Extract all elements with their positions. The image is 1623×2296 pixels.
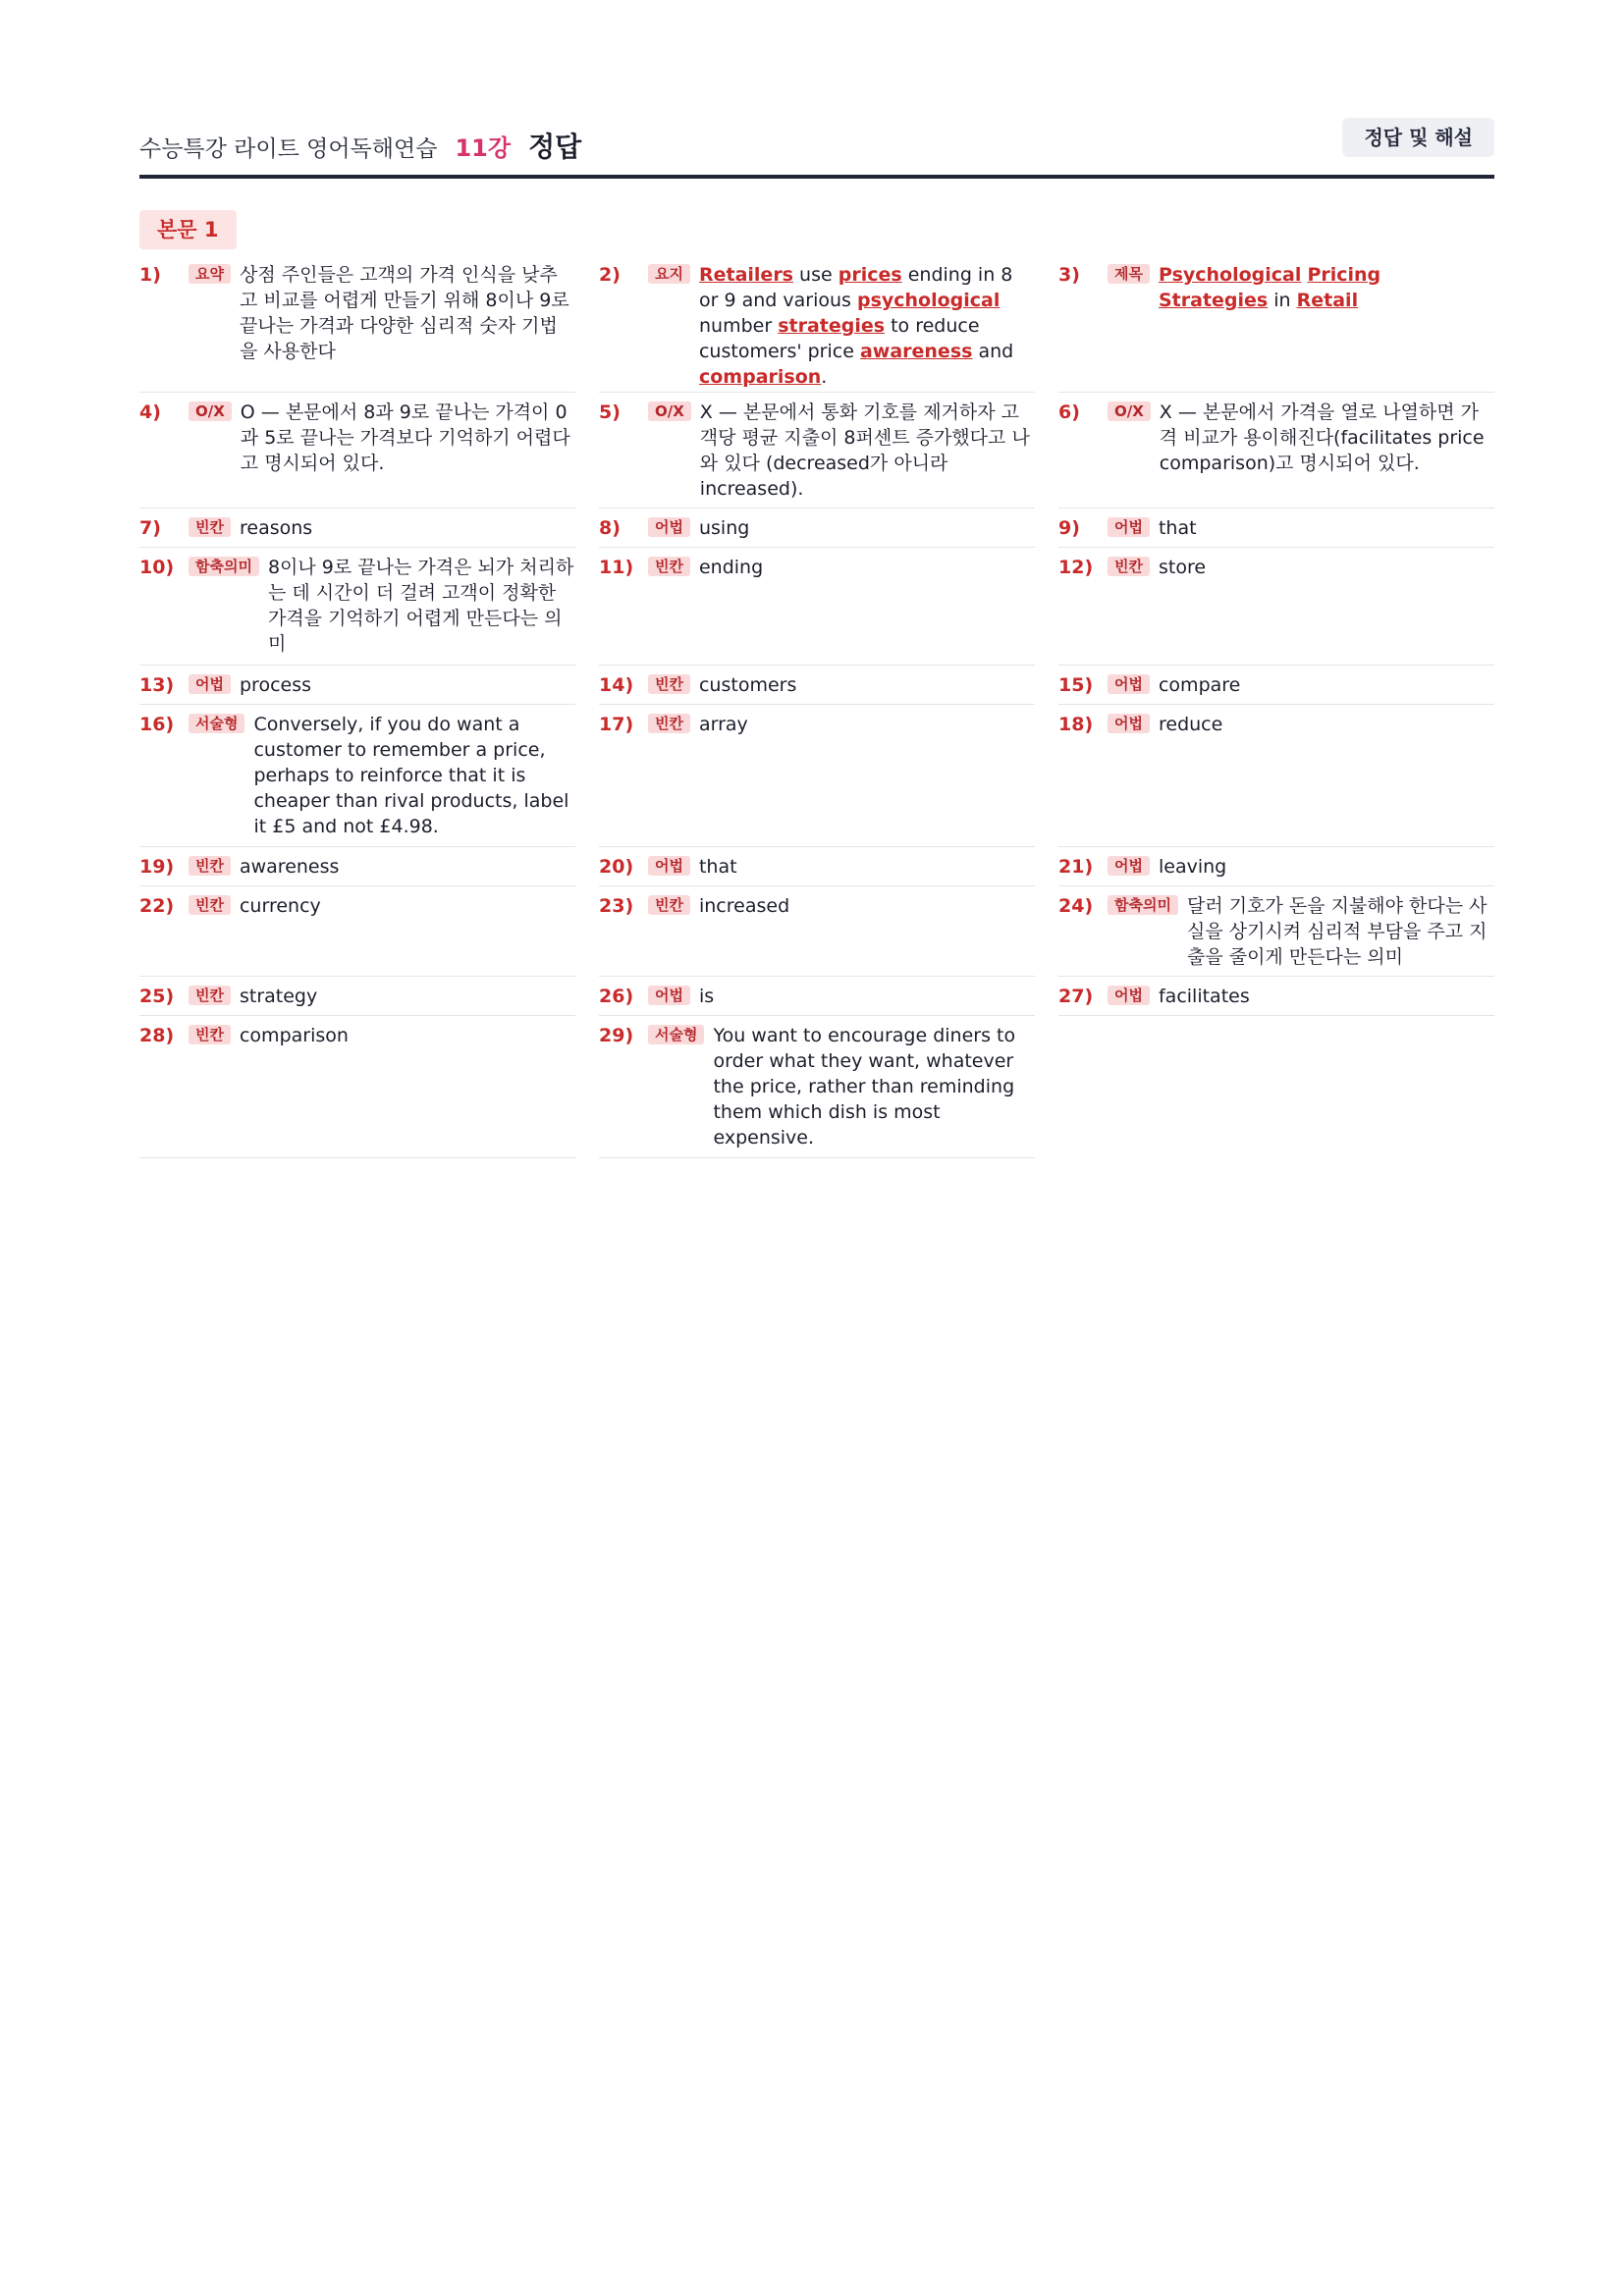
key-term: Psychological (1158, 264, 1302, 286)
answer-number: 27) (1058, 986, 1094, 1007)
question-type-tag: 어법 (1108, 674, 1150, 694)
question-type-tag: 함축의미 (189, 557, 259, 576)
answer-number: 13) (139, 674, 175, 696)
answer-text: 8이나 9로 끝나는 가격은 뇌가 처리하는 데 시간이 더 걸려 고객이 정확한 가격을 기억하기 어렵게 만든다는 의미 (267, 557, 574, 655)
question-type-tag: 빈칸 (189, 517, 231, 537)
answer-item (599, 508, 1035, 548)
answer-item (599, 977, 1035, 1016)
key-term: Strategies (1158, 290, 1269, 311)
answer-number: 7) (139, 517, 161, 539)
answer-item (139, 508, 575, 548)
answer-number: 1) (139, 264, 161, 286)
question-type-tag: 요약 (189, 264, 231, 284)
answer-number: 12) (1058, 557, 1094, 578)
answer-number: 26) (599, 986, 634, 1007)
question-type-tag: 빈칸 (189, 1025, 231, 1044)
answer-number: 28) (139, 1025, 175, 1046)
answer-grid (139, 255, 1494, 1158)
question-type-tag: 빈칸 (1108, 557, 1150, 576)
answer-number: 21) (1058, 856, 1094, 878)
answer-text: 달러 기호가 돈을 지불해야 한다는 사실을 상기시켜 심리적 부담을 주고 지출을 줄이게 만든다는 의미 (1186, 895, 1488, 968)
question-type-tag: 함축의미 (1108, 895, 1178, 915)
answer-item (599, 666, 1035, 705)
answer-item (1058, 255, 1494, 393)
answer-number: 9) (1058, 517, 1080, 539)
answer-text: using (698, 517, 750, 539)
answer-text-segment: . (821, 366, 828, 388)
answer-text: currency (239, 895, 321, 917)
key-term: Retail (1296, 290, 1359, 311)
answer-number: 10) (139, 557, 175, 578)
answer-item (139, 548, 575, 666)
question-type-tag: 빈칸 (648, 674, 690, 694)
answer-number: 20) (599, 856, 634, 878)
question-type-tag: 제목 (1108, 264, 1150, 284)
question-type-tag: 서술형 (648, 1025, 704, 1044)
answer-text-segment: use (793, 264, 839, 286)
question-type-tag: 어법 (1108, 856, 1150, 876)
key-term: Retailers (698, 264, 793, 286)
answer-item (139, 977, 575, 1016)
answer-item (139, 393, 575, 508)
answer-text: compare (1158, 674, 1241, 696)
answer-text: that (698, 856, 737, 878)
answer-item (1058, 508, 1494, 548)
answer-text: awareness (239, 856, 340, 878)
answer-text-segment: to reduce customers' price (698, 315, 980, 362)
question-type-tag: 어법 (1108, 986, 1150, 1005)
question-type-tag: O/X (648, 401, 691, 421)
answer-explanation-badge: 정답 및 해설 (1342, 118, 1494, 157)
answer-text: You want to encourage diners to order what they want, whatever the price, rather than reminding them which dish is most expensive. (713, 1025, 1016, 1148)
answer-item (599, 886, 1035, 977)
answer-number: 2) (599, 264, 621, 286)
key-term: awareness (859, 341, 973, 362)
answer-text: increased (698, 895, 790, 917)
section-label: 본문 1 (139, 210, 237, 249)
answer-text: is (698, 986, 715, 1007)
answer-text (1159, 261, 1494, 313)
answer-item (139, 886, 575, 977)
answer-item (599, 847, 1035, 886)
answer-item (599, 548, 1035, 666)
book-title: 수능특강 라이트 영어독해연습 (139, 136, 438, 162)
question-type-tag: 어법 (648, 986, 690, 1005)
answer-item (1058, 977, 1494, 1016)
answer-text (699, 261, 1035, 390)
answer-item (139, 255, 575, 393)
header-title-group (139, 126, 581, 165)
answer-text: 상점 주인들은 고객의 가격 인식을 낮추고 비교를 어렵게 만들기 위해 8이나 9로 끝나는 가격과 다양한 심리적 숫자 기법을 사용한다 (239, 264, 569, 362)
answer-text: that (1158, 517, 1197, 539)
answer-item (139, 847, 575, 886)
answer-item (1058, 705, 1494, 847)
key-term: strategies (778, 315, 886, 337)
answer-text-segment: number (698, 315, 779, 337)
question-type-tag: 어법 (189, 674, 231, 694)
answer-number: 6) (1058, 401, 1080, 423)
answer-number: 4) (139, 401, 161, 423)
answer-number: 8) (599, 517, 621, 539)
answer-text-segment: ending in 8 or 9 and various (698, 264, 1013, 311)
answer-number: 18) (1058, 714, 1094, 735)
answer-text-segment: in (1268, 290, 1297, 311)
answer-item (139, 705, 575, 847)
answer-text: leaving (1158, 856, 1227, 878)
answer-number: 11) (599, 557, 634, 578)
answer-item (599, 1016, 1035, 1158)
answer-item (599, 705, 1035, 847)
question-type-tag: O/X (1108, 401, 1151, 421)
answer-number: 24) (1058, 895, 1094, 917)
answer-text: comparison (239, 1025, 349, 1046)
answer-text: reasons (239, 517, 313, 539)
answer-text: ending (698, 557, 764, 578)
question-type-tag: 빈칸 (189, 895, 231, 915)
answer-text-segment: and (972, 341, 1014, 362)
answer-text: O — 본문에서 8과 9로 끝나는 가격이 0과 5로 끝나는 가격보다 기억하기 어렵다고 명시되어 있다. (240, 401, 570, 474)
answer-text: X — 본문에서 가격을 열로 나열하면 가격 비교가 용이해진다(facilitates price comparison)고 명시되어 있다. (1159, 401, 1485, 474)
lesson-number: 11강 (455, 134, 512, 162)
question-type-tag: 빈칸 (189, 986, 231, 1005)
key-term: psychological (856, 290, 1001, 311)
answer-item (599, 393, 1035, 508)
answer-item (1058, 847, 1494, 886)
answer-number: 5) (599, 401, 621, 423)
key-term: prices (838, 264, 902, 286)
answer-text: reduce (1158, 714, 1223, 735)
key-term: Pricing (1307, 264, 1381, 286)
answer-item (1058, 548, 1494, 666)
question-type-tag: 빈칸 (648, 895, 690, 915)
key-term: comparison (698, 366, 822, 388)
answer-item (139, 1016, 575, 1158)
answer-text: X — 본문에서 통화 기호를 제거하자 고객당 평균 지출이 8퍼센트 증가했다고 나와 있다 (decreased가 아니라 increased). (699, 401, 1030, 500)
answer-number: 19) (139, 856, 175, 878)
question-type-tag: 서술형 (189, 714, 244, 733)
answer-item (1058, 666, 1494, 705)
answer-text: store (1158, 557, 1207, 578)
answer-number: 15) (1058, 674, 1094, 696)
answer-number: 14) (599, 674, 634, 696)
question-type-tag: 빈칸 (648, 714, 690, 733)
answer-number: 17) (599, 714, 634, 735)
answer-number: 3) (1058, 264, 1080, 286)
answer-item (139, 666, 575, 705)
question-type-tag: 어법 (648, 517, 690, 537)
question-type-tag: 빈칸 (189, 856, 231, 876)
page-title: 정답 (528, 131, 582, 163)
answer-text: process (239, 674, 311, 696)
question-type-tag: 어법 (1108, 714, 1150, 733)
answer-text: customers (698, 674, 797, 696)
answer-item (1058, 393, 1494, 508)
answer-number: 22) (139, 895, 175, 917)
answer-number: 16) (139, 714, 175, 735)
answer-text: array (698, 714, 748, 735)
question-type-tag: 어법 (1108, 517, 1150, 537)
answer-item (1058, 886, 1494, 977)
question-type-tag: 요지 (648, 264, 690, 284)
question-type-tag: O/X (189, 401, 232, 421)
answer-number: 29) (599, 1025, 634, 1046)
question-type-tag: 빈칸 (648, 557, 690, 576)
answer-item (599, 255, 1035, 393)
answer-text: facilitates (1158, 986, 1250, 1007)
answer-text: Conversely, if you do want a customer to remember a price, perhaps to reinforce that it is cheaper than rival products, label it £5 and not £4.98. (253, 714, 569, 837)
question-type-tag: 어법 (648, 856, 690, 876)
answer-text: strategy (239, 986, 318, 1007)
answer-number: 23) (599, 895, 634, 917)
answer-number: 25) (139, 986, 175, 1007)
page-header (139, 118, 1494, 179)
